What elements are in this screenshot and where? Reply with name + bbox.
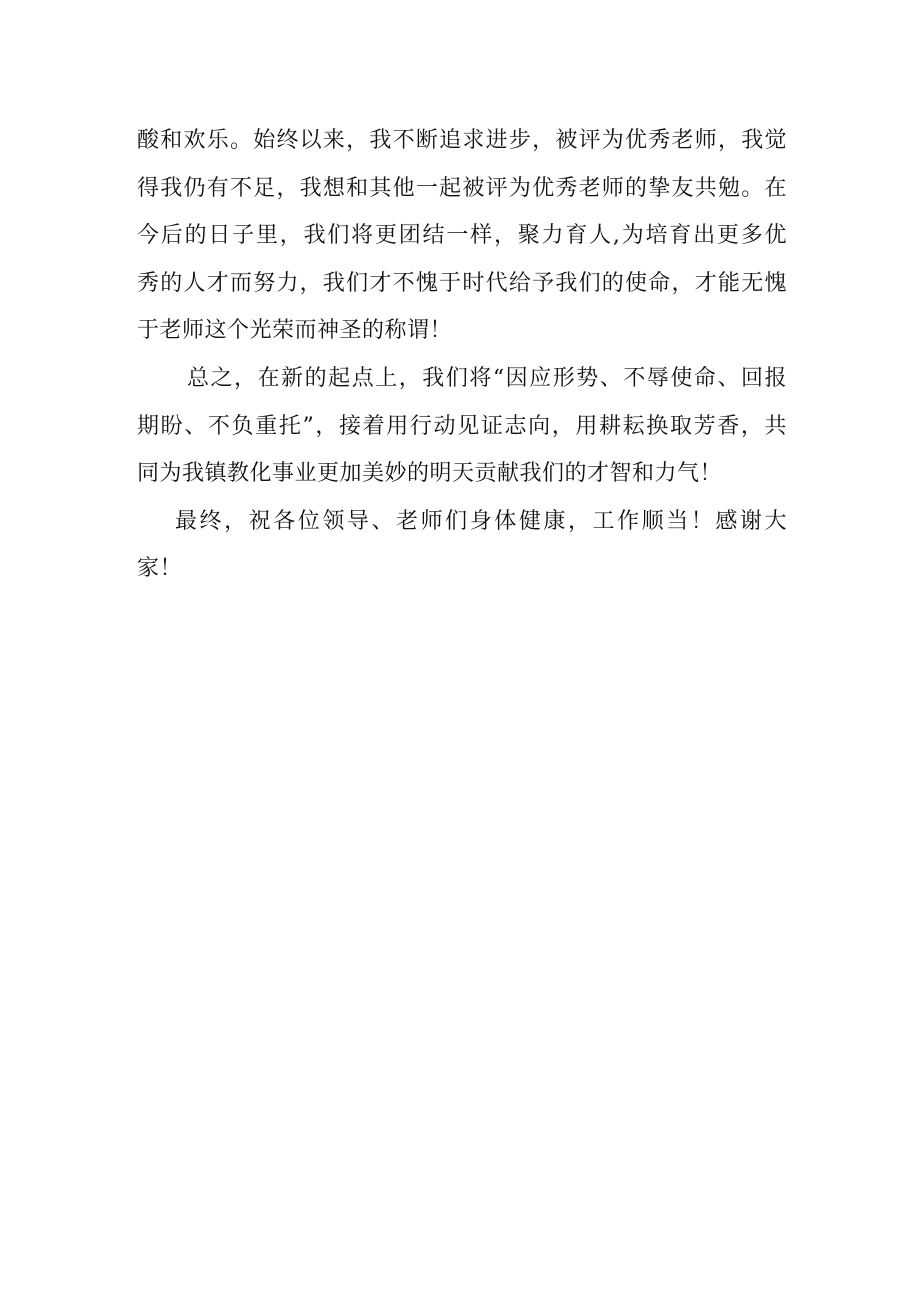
paragraph-1-line-3: 今后的日子里，我们将更团结一样，聚力育人,为培育出更多优 — [137, 223, 787, 249]
paragraph-1-line-4: 秀的人才而努力，我们才不愧于时代给予我们的使命，才能无愧 — [137, 270, 787, 296]
paragraph-1-line-5: 于老师这个光荣而神圣的称谓！ — [137, 318, 453, 344]
paragraph-2-line-3: 同为我镇教化事业更加美妙的明天贡献我们的才智和力气！ — [137, 461, 723, 487]
paragraph-2-line-2: 期盼、不负重托”，接着用行动见证志向，用耕耘换取芳香，共 — [137, 413, 787, 439]
paragraph-1-line-2: 得我仍有不足，我想和其他一起被评为优秀老师的挚友共勉。在 — [137, 175, 787, 201]
paragraph-2 — [137, 355, 787, 498]
paragraph-3 — [137, 498, 787, 593]
paragraph-1 — [137, 117, 787, 355]
paragraph-3-line-1: 最终，祝各位领导、老师们身体健康，工作顺当！感谢大 — [175, 508, 787, 534]
paragraph-3-line-2: 家！ — [137, 556, 183, 582]
document-body — [137, 117, 787, 593]
paragraph-2-line-1: 总之，在新的起点上，我们将“因应形势、不辱使命、回报 — [187, 365, 787, 391]
paragraph-1-line-1: 酸和欢乐。始终以来，我不断追求进步，被评为优秀老师，我觉 — [137, 128, 787, 153]
